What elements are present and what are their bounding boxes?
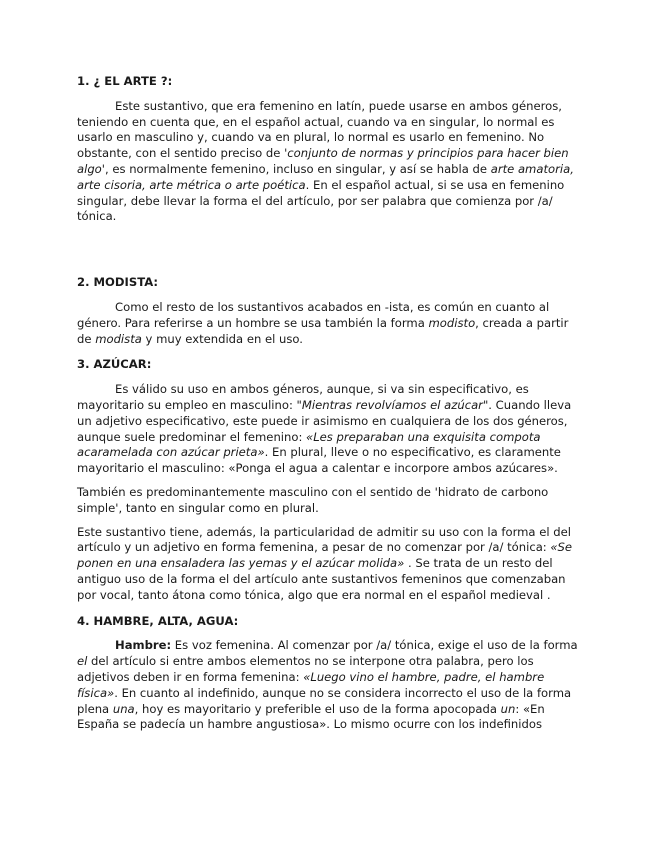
paragraph-azucar-3 (77, 525, 581, 604)
heading-modista: 2. MODISTA: (77, 275, 159, 290)
spacer (77, 225, 581, 275)
paragraph-hambre (77, 638, 581, 733)
italic-run: modista (95, 331, 142, 346)
text-run: Es voz femenina. Al comenzar por /a/ tónica, exige el uso de la forma (171, 638, 578, 653)
text-run: Como el resto de los sustantivos acabados en -ista, es común en cuanto al género. Para referirse a un hombre se usa también la forma (77, 299, 550, 330)
text-run: y muy extendida en el uso. (141, 331, 303, 346)
italic-run: «Luego vino el hambre, padre, el hambre física» (77, 669, 545, 700)
text-run: . En cuanto al indefinido, aunque no se considera incorrecto el uso de la forma plena (77, 685, 572, 716)
text-run: . En el español actual, si se usa en femenino singular, debe llevar la forma el del artículo, por ser palabra que comienza por /a/ tónica. (77, 177, 565, 224)
italic-run: «Les preparaban una exquisita compota acaramelada con azúcar prieta» (77, 429, 541, 460)
text-run: , creada a partir de (77, 315, 569, 346)
paragraph-azucar-2: También es predominantemente masculino con el sentido de 'hidrato de carbono simple', tanto en singular como en plural. (77, 484, 549, 515)
italic-run: arte amatoria, arte cisoria, arte métrica o arte poética (77, 161, 574, 192)
italic-run: el (77, 654, 88, 669)
italic-run: una (112, 701, 135, 716)
paragraph-modista (77, 300, 581, 347)
heading-el-arte: 1. ¿ EL ARTE ?: (77, 74, 173, 88)
italic-run: conjunto de normas y principios para hacer bien algo (77, 146, 569, 176)
italic-run: modisto (428, 315, 476, 330)
text-run: . En plural, lleve o no especificativo, es claramente mayoritario el masculino: «Ponga el agua a calentar e incorpore ambos azúcares». (77, 445, 561, 476)
italic-run: «Se ponen en una ensaladera las yemas y el azúcar molida» (77, 540, 573, 571)
text-run: del artículo si entre ambos elementos no se interpone otra palabra, pero los adjetivos deben ir en forma femenina: (77, 654, 534, 684)
italic-run: un (500, 701, 516, 716)
document-page (77, 74, 581, 733)
text-run: ". Cuando lleva un adjetivo especificativo, este puede ir asimismo en cualquiera de los dos géneros, aunque suele predominar el femenino: (77, 397, 572, 444)
italic-run: Mientras revolvíamos el azúcar (301, 397, 483, 412)
text-run: . Se trata de un resto del antiguo uso de la forma el del artículo ante sustantivos femeninos que comenzaban por vocal, tanto átona como tónica, algo que era normal en el español medieval . (77, 556, 566, 602)
text-run: Este sustantivo tiene, además, la particularidad de admitir su uso con la forma el del artículo y un adjetivo en forma femenina, a pesar de no comenzar por /a/ tónica: (77, 524, 571, 555)
paragraph-azucar-1 (77, 382, 581, 477)
text-run: , hoy es mayoritario y preferible el uso de la forma apocopada (134, 701, 501, 716)
paragraph-el-arte (77, 99, 581, 225)
bold-run: Hambre: (115, 638, 172, 653)
text-run: : «En España se padecía un hambre angustiosa». Lo mismo ocurre con los indefinidos (77, 701, 545, 732)
spacer (77, 347, 581, 357)
text-run: ', es normalmente femenino, incluso en singular, y así se habla de (101, 161, 491, 176)
heading-azucar: 3. AZÚCAR: (77, 357, 152, 372)
text-run: Este sustantivo, que era femenino en latín, puede usarse en ambos géneros, teniendo en cuenta que, en el español actual, cuando va en singular, lo normal es usarlo en masculino y, cuando va en plural, lo normal es usarlo en femenino. No obstante, con el sentido preciso de ' (77, 98, 562, 161)
heading-hambre-alta-agua: 4. HAMBRE, ALTA, AGUA: (77, 613, 239, 628)
spacer (77, 604, 581, 614)
text-run: Es válido su uso en ambos géneros, aunque, si va sin especificativo, es mayoritario su empleo en masculino: " (77, 382, 529, 412)
